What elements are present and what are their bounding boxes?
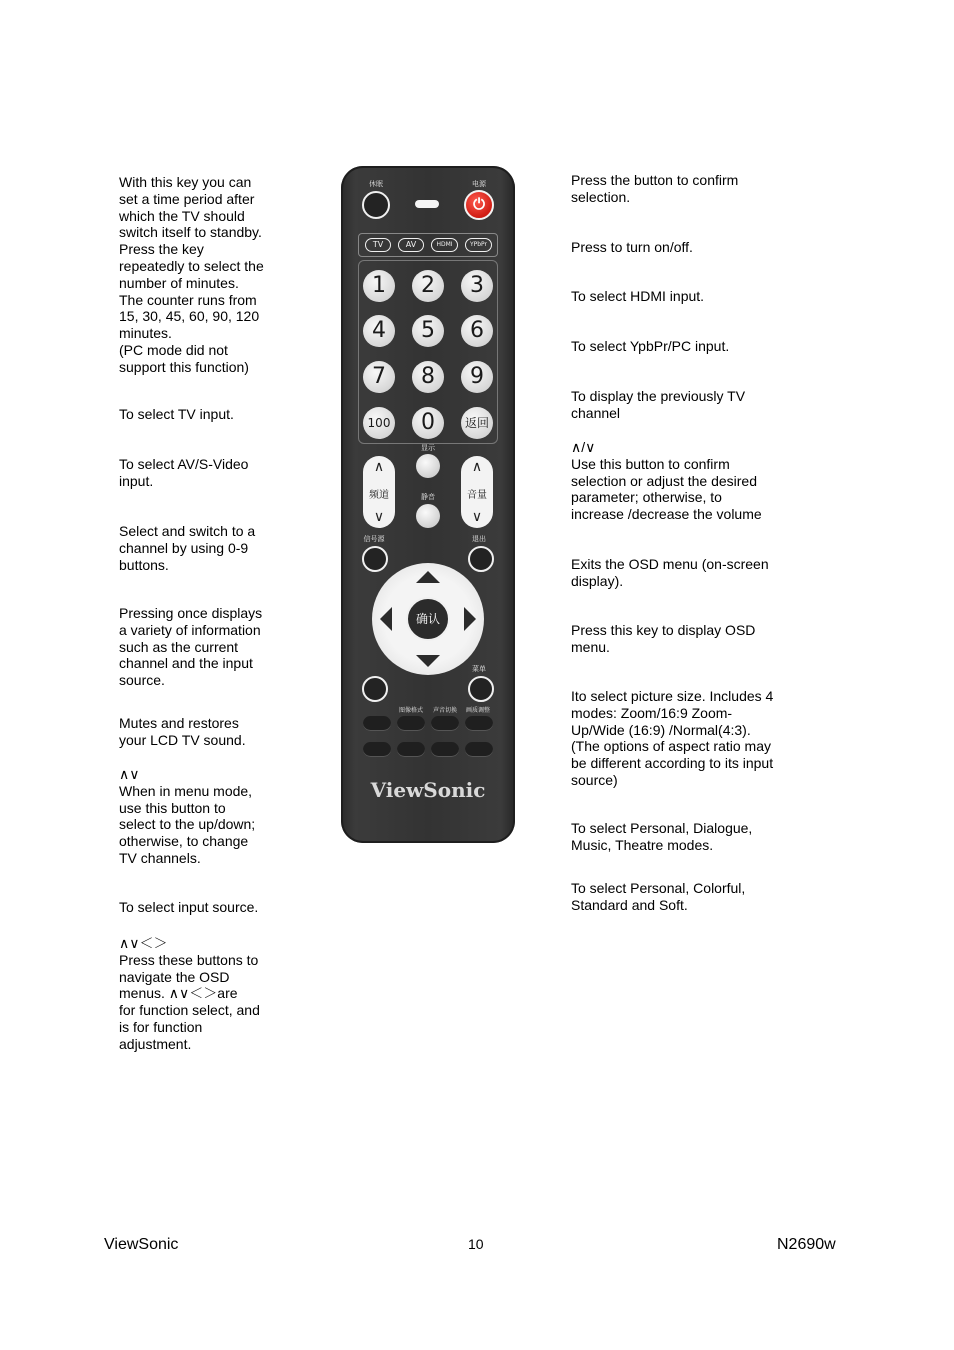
return-key: 返回 — [461, 407, 493, 439]
power-button: ⏻ — [464, 190, 494, 220]
mute-description: Mutes and restores your LCD TV sound. — [119, 715, 246, 748]
ok-button: 确认 — [406, 597, 450, 641]
exit-description: Exits the OSD menu (on-screen display). — [571, 556, 769, 589]
sound-switch-key — [431, 716, 459, 731]
hdmi-key: HDMI — [431, 238, 458, 252]
volume-label: 音量 — [467, 490, 487, 501]
tv-input-description: To select TV input. — [119, 406, 234, 422]
ok-description: Press the button to confirm selection. — [571, 172, 739, 205]
number-key-0: 0 — [412, 407, 444, 439]
navigation-pad — [372, 563, 484, 675]
av-input-description: To select AV/S-Video input. — [119, 456, 249, 489]
av-key: AV — [398, 238, 424, 252]
number-key-9: 9 — [461, 361, 493, 393]
picture-adjust-key — [465, 716, 493, 731]
display-label: 显示 — [421, 444, 435, 452]
number-key-7: 7 — [363, 361, 395, 393]
menu-label: 菜单 — [472, 665, 486, 673]
channel-rocker — [363, 456, 395, 528]
function-key-7 — [431, 742, 459, 757]
input-source-description: To select input source. — [119, 899, 259, 915]
sleep-description: With this key you can set a time period after which the TV should switch itself to standby. Press the key repeatedly to select the number of minutes. The counter runs from 15, 30, 45, 60, 90, 120 minutes. (PC mode did not support this function) — [119, 174, 264, 375]
power-label: 电源 — [472, 180, 486, 188]
page-number: 10 — [468, 1236, 484, 1252]
indicator-led — [415, 200, 439, 208]
hdmi-description: To select HDMI input. — [571, 288, 705, 304]
sound-switch-label: 声音切换 — [432, 707, 457, 714]
nav-down-icon — [416, 655, 440, 667]
number-key-100: 100 — [363, 407, 395, 439]
function-key-6 — [397, 742, 425, 757]
nav-left-icon — [380, 607, 392, 631]
channel-up-icon: ∧ — [373, 459, 385, 475]
function-key-5 — [363, 742, 391, 757]
picture-format-description: Ito select picture size. Includes 4 modes: Zoom/16:9 Zoom- Up/Wide (16:9) /Normal(4:3). (The options of aspect ratio may be different according to its input source) — [571, 688, 774, 788]
volume-up-icon: ∧ — [471, 459, 483, 475]
display-button — [416, 454, 440, 478]
ypbpr-description: To select YpbPr/PC input. — [571, 338, 730, 354]
navigation-description: ∧∨＜＞ Press these buttons to navigate the OSD menus. ∧∨＜＞are for function select, and is for function adjustment. — [119, 935, 260, 1052]
number-key-2: 2 — [412, 270, 444, 302]
sleep-label: 休眠 — [369, 180, 383, 188]
number-key-4: 4 — [363, 315, 395, 347]
exit-label: 退出 — [472, 535, 486, 543]
blank-round-button — [362, 676, 388, 702]
power-description: Press to turn on/off. — [571, 239, 693, 255]
mute-button — [416, 504, 440, 528]
function-key-1 — [363, 716, 391, 731]
input-button — [362, 546, 388, 572]
footer-model: N2690w — [777, 1236, 836, 1253]
brand-logo: ViewSonic — [370, 778, 486, 802]
number-key-1: 1 — [363, 270, 395, 302]
number-key-8: 8 — [412, 361, 444, 393]
display-description: Pressing once displays a variety of information such as the current channel and the input source. — [119, 605, 263, 689]
volume-rocker — [461, 456, 493, 528]
sound-mode-description: To select Personal, Dialogue, Music, Theatre modes. — [571, 820, 753, 853]
channel-label: 频道 — [369, 490, 389, 501]
number-key-3: 3 — [461, 270, 493, 302]
volume-down-icon: ∨ — [471, 509, 483, 525]
input-label: 信号源 — [363, 535, 385, 543]
channel-description: ∧∨ When in menu mode, use this button to select to the up/down; otherwise, to change TV channels. — [119, 766, 256, 866]
picture-adjust-label: 画质调整 — [465, 707, 490, 714]
return-description: To display the previously TV channel — [571, 388, 746, 421]
channel-down-icon: ∨ — [373, 509, 385, 525]
volume-description: ∧/∨ Use this button to confirm selection or adjust the desired parameter; otherwise, to increase /decrease the volume — [571, 439, 762, 523]
menu-description: Press this key to display OSD menu. — [571, 622, 756, 655]
remote-control-illustration — [341, 166, 515, 843]
picture-format-key — [397, 716, 425, 731]
nav-right-icon — [464, 607, 476, 631]
sleep-button — [362, 191, 390, 219]
number-key-6: 6 — [461, 315, 493, 347]
mute-label: 静音 — [421, 493, 435, 501]
exit-button — [468, 546, 494, 572]
picture-mode-description: To select Personal, Colorful, Standard and Soft. — [571, 880, 746, 913]
picture-format-label: 图像格式 — [398, 707, 423, 714]
number-key-5: 5 — [412, 315, 444, 347]
function-key-8 — [465, 742, 493, 757]
nav-up-icon — [416, 571, 440, 583]
number-keys-description: Select and switch to a channel by using 0-9 buttons. — [119, 523, 256, 573]
ypbpr-key: YPbPr — [465, 238, 492, 252]
menu-button — [468, 676, 494, 702]
footer-brand: ViewSonic — [104, 1236, 179, 1253]
tv-key: TV — [365, 238, 391, 252]
